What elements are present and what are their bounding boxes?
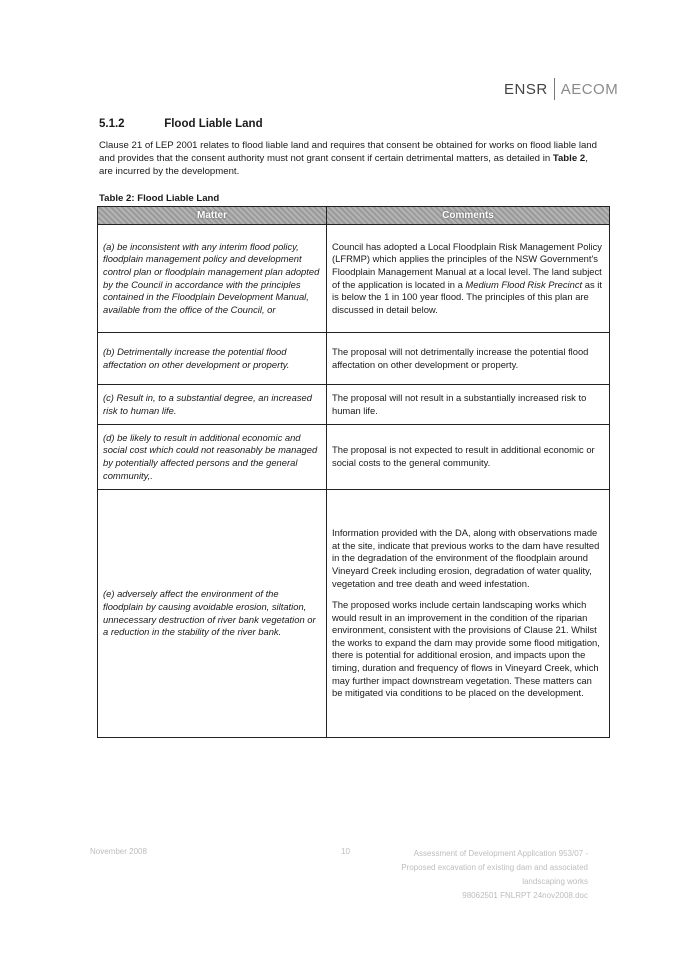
company-logo bbox=[504, 77, 618, 101]
footer-line: 98062501 FNLRPT 24nov2008.doc bbox=[462, 891, 588, 900]
comment-cell: The proposal will not detrimentally increase the potential flood affectation on other development or property. bbox=[327, 333, 610, 385]
comment-emphasis: Medium Flood Risk Precinct bbox=[465, 278, 583, 290]
matter-cell: (e) adversely affect the environment of the floodplain by causing avoidable erosion, siltation, unnecessary destruction of river bank vegetation or a reduction in the stability of the river bank. bbox=[98, 490, 327, 738]
matter-cell: (c) Result in, to a substantial degree, an increased risk to human life. bbox=[98, 385, 327, 425]
comment-cell bbox=[327, 490, 610, 738]
table-caption: Table 2: Flood Liable Land bbox=[99, 193, 220, 204]
logo-separator bbox=[554, 78, 555, 100]
table-header-row bbox=[98, 207, 610, 225]
header-matter: Matter bbox=[98, 207, 327, 225]
section-number: 5.1.2 bbox=[99, 118, 125, 130]
footer-doc-info bbox=[360, 847, 588, 903]
footer-date: November 2008 bbox=[90, 847, 147, 856]
comment-cell: The proposal is not expected to result in additional economic or social costs to the general community. bbox=[327, 425, 610, 490]
footer-line: landscaping works bbox=[522, 877, 588, 886]
comment-text: Council has adopted a Local Floodplain Risk Management Policy (LFRMP) which applies the principles of the NSW Government's Floodplain Management Manual at a local level. The land subject of the application is located in a bbox=[332, 240, 602, 290]
footer-line: Assessment of Development Application 953/07 - bbox=[413, 849, 588, 858]
intro-paragraph bbox=[99, 139, 599, 179]
table-row bbox=[98, 425, 610, 490]
comment-cell bbox=[327, 225, 610, 333]
comment-paragraph: The proposed works include certain landscaping works which would result in an improvement in the condition of the riparian environment, consistent with the provisions of Clause 21. Whilst the works to expand the dam may provide some flood mitigation, there is potential for additional erosion, and impacts upon the timing, duration and frequency of flows in Vineyard Creek, which may further impact downstream vegetation. These matters can be mitigated via conditions to be placed on the development. bbox=[332, 599, 600, 699]
intro-table-ref: Table 2 bbox=[552, 153, 586, 165]
header-comments: Comments bbox=[327, 207, 610, 225]
matter-cell: (d) be likely to result in additional economic and social cost which could not reasonably be managed by potentially affected persons and the general community,. bbox=[98, 425, 327, 490]
table-row bbox=[98, 333, 610, 385]
intro-text-2: , are incurred by the development. bbox=[99, 153, 588, 178]
logo-aecom: AECOM bbox=[560, 80, 619, 98]
matter-cell: (a) be inconsistent with any interim flood policy, floodplain management policy and development control plan or floodplain management plan adopted by the Council in accordance with the principles contained in the Floodplain Development Manual, available from the office of the Council, or bbox=[98, 225, 327, 333]
section-heading bbox=[99, 118, 263, 130]
intro-text-1: Clause 21 of LEP 2001 relates to flood liable land and requires that consent be obtained for works on flood liable land and provides that the consent authority must not grant consent if certain detrimental matters, as detailed in bbox=[99, 140, 597, 165]
table-row bbox=[98, 385, 610, 425]
table-row bbox=[98, 490, 610, 738]
comment-cell: The proposal will not result in a substantially increased risk to human life. bbox=[327, 385, 610, 425]
footer-page-number: 10 bbox=[341, 847, 350, 856]
flood-liable-land-table bbox=[97, 206, 610, 738]
comment-paragraph: Information provided with the DA, along with observations made at the site, indicate that previous works to the dam have resulted in the degradation of the environment of the floodplain around Vineyard Creek including erosion, degradation of water quality, vegetation and tree death and weed infestation. bbox=[332, 527, 600, 589]
table-row bbox=[98, 225, 610, 333]
comment-text: as it is below the 1 in 100 year flood. The principles of this plan are discussed in detail below. bbox=[332, 278, 602, 315]
logo-ensr: ENSR bbox=[504, 80, 548, 98]
section-title: Flood Liable Land bbox=[164, 118, 263, 130]
footer-line: Proposed excavation of existing dam and associated bbox=[401, 863, 588, 872]
matter-cell: (b) Detrimentally increase the potential flood affectation on other development or property. bbox=[98, 333, 327, 385]
